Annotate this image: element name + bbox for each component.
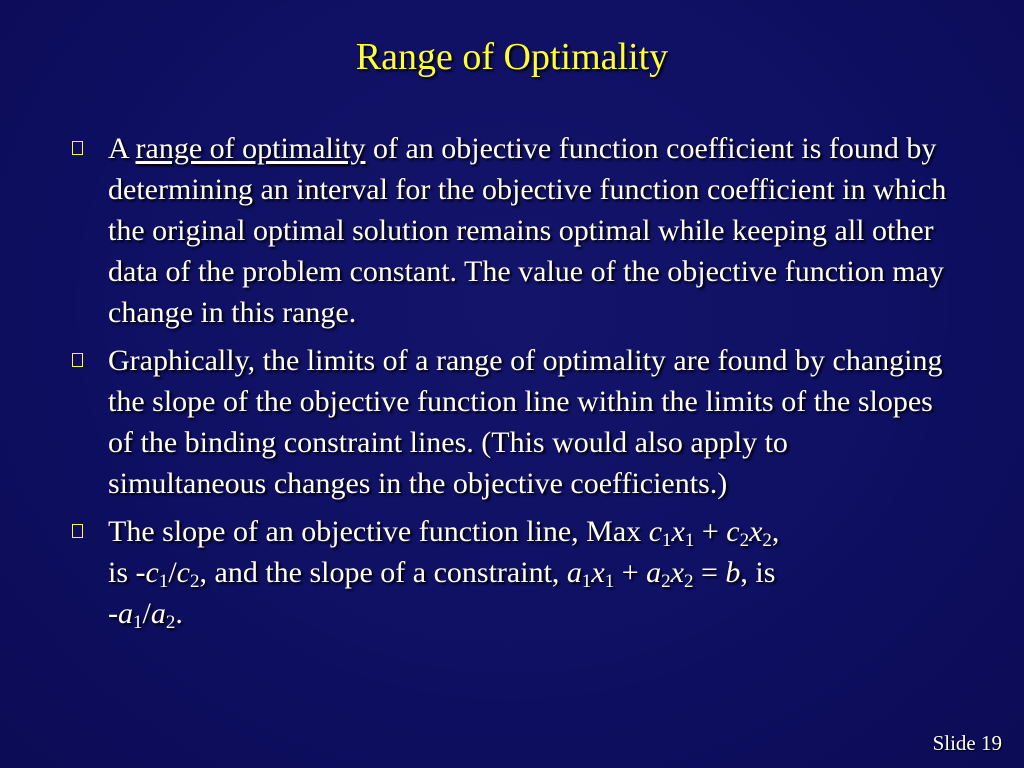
slide-number: Slide 19 [932,731,1002,755]
hollow-square-bullet-icon [72,141,83,155]
is-negative-text: is - [108,556,146,589]
var-c: c [145,556,159,589]
bullet-range-definition [72,128,952,333]
bullet-text: The slope of an objective function line, Max [108,515,649,548]
var-x: x [671,515,685,548]
bullet-text: , and the slope of a constraint, [199,556,567,589]
bullet-slope-formula [72,511,952,634]
var-x: x [591,556,605,589]
bullet-list [72,128,952,641]
bullet-text-prefix: A [108,132,136,165]
bullet-text: Graphically, the limits of a range of optimality are found by changing the slope of the objective function line within the limits of the slopes of the binding constraint lines. (This would also apply to simultaneous changes in the objective coefficients.) [108,344,943,500]
bullet-graphical-limits [72,340,952,504]
period: . [175,597,183,630]
var-x: x [749,515,763,548]
var-c: c [726,515,740,548]
subscript: 2 [190,571,200,592]
plus-sign: + [614,556,647,589]
subscript: 2 [762,530,772,551]
subscript: 2 [683,571,694,592]
subscript: 2 [165,612,176,633]
hollow-square-bullet-icon [72,353,83,367]
subscript: 1 [581,571,592,592]
is-text: , is [740,556,776,589]
var-x: x [670,556,684,589]
hollow-square-bullet-icon [72,524,83,538]
subscript: 2 [739,530,750,551]
subscript: 1 [604,571,615,592]
underlined-term: range of optimality [135,132,366,165]
comma: , [771,515,780,548]
subscript: 1 [133,612,143,633]
bullet-text: of an objective function coefficient is found by determining an interval for the objective function coefficient in which the original optimal solution remains optimal while keeping all other data of the problem constant. The value of the objective function may change in this range. [108,132,947,329]
var-c: c [648,515,663,548]
var-b: b [725,556,741,589]
subscript: 2 [661,571,671,592]
negative-sign: - [108,597,118,630]
slide-title: Range of Optimality [355,36,669,78]
slash: / [168,556,177,589]
var-a: a [150,597,166,630]
subscript: 1 [158,571,169,592]
slash: / [142,597,151,630]
subscript: 1 [684,530,695,551]
var-a: a [566,556,582,589]
var-c: c [176,556,190,589]
subscript: 1 [662,530,672,551]
equals-sign: = [693,556,726,589]
var-a: a [118,597,133,630]
plus-sign: + [694,515,727,548]
var-a: a [646,556,662,589]
